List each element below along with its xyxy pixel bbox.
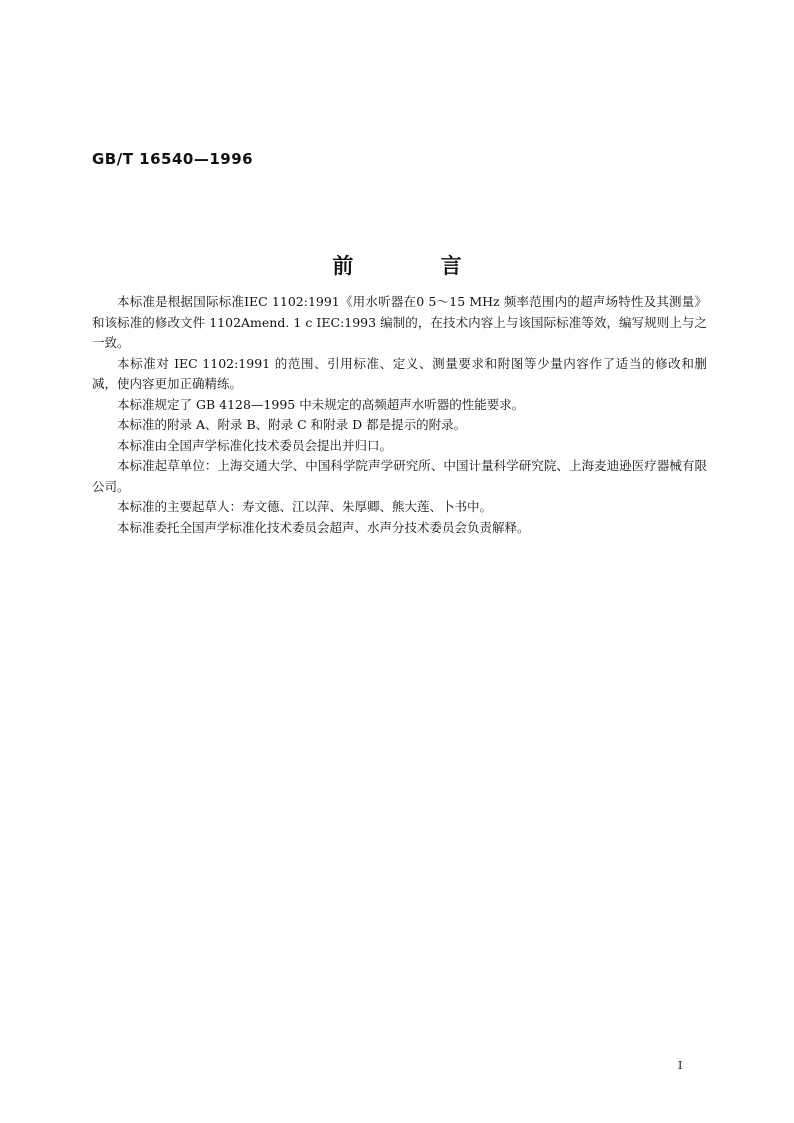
- paragraph-interpretation: 本标准委托全国声学标准化技术委员会超声、水声分技术委员会负责解释。: [117, 519, 530, 535]
- paragraph-basis: 本标准是根据国际标准IEC 1102:1991《用水听器在0 5～15 MHz 频率范围内的超声场特性及其测量》和该标准的修改文件 1102Amend. 1 c IEC:1993 编制的，在技术内容上与该国际标准等效，编写规则上与之一致。: [92, 294, 707, 350]
- paragraph-requirements: 本标准规定了 GB 4128—1995 中未规定的高频超声水听器的性能要求。: [117, 396, 525, 412]
- paragraph-drafters: 本标准的主要起草人：寿文德、江以萍、朱厚卿、熊大莲、卜书中。: [117, 499, 493, 514]
- paragraph-appendices: 本标准的附录 A、附录 B、附录 C 和附录 D 都是提示的附录。: [117, 417, 467, 432]
- paragraph-drafting-units: 本标准起草单位：上海交通大学、中国科学院声学研究所、中国计量科学研究院、上海麦迪逊医疗器械有限公司。: [92, 458, 707, 494]
- page-title: 前 言: [332, 254, 502, 278]
- standard-code: GB/T 16540—1996: [92, 150, 254, 168]
- paragraph-modifications: 本标准对 IEC 1102:1991 的范围、引用标准、定义、测量要求和附图等少量内容作了适当的修改和删减，使内容更加正确精练。: [92, 355, 707, 391]
- paragraph-proposer: 本标准由全国声学标准化技术委员会提出并归口。: [117, 437, 393, 453]
- page-number: I: [678, 1059, 683, 1072]
- foreword-body: [92, 292, 707, 538]
